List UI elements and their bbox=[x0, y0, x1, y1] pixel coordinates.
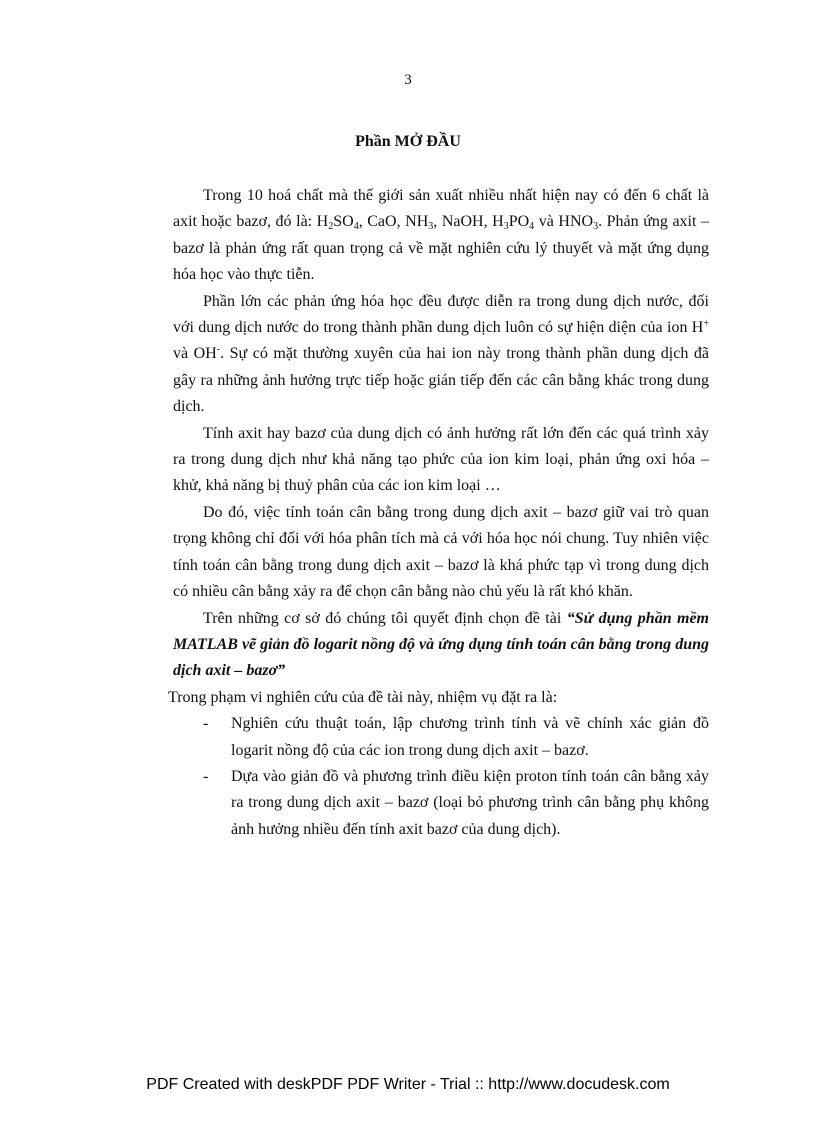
list-bullet: - bbox=[203, 715, 209, 733]
separator-text: và HNO bbox=[534, 213, 594, 231]
paragraph-acidity-effects: Tính axit hay bazơ của dung dịch có ảnh hưởng rất lớn đến các quá trình xảy ra trong dung dịch như khả năng tạo phức của ion kim loại, phản ứng oxi hóa – khử, khả năng bị thuỷ phân của các ion kim loại … bbox=[173, 424, 709, 495]
subscript: 4 bbox=[529, 221, 535, 233]
task-list bbox=[173, 711, 709, 843]
separator-text: , CaO, NH bbox=[358, 213, 429, 231]
para2-text-mid: và OH bbox=[173, 345, 217, 363]
paragraph-aqueous-solutions bbox=[173, 289, 709, 421]
para2-text-start: Phần lớn các phản ứng hóa học đều được diễn ra trong dung dịch nước, đối với dung dịch nước do trong thành phần dung dịch luôn có sự hiện diện của ion H bbox=[173, 292, 709, 337]
body-text bbox=[168, 183, 710, 843]
paragraph-equilibrium-importance: Do đó, việc tính toán cân bằng trong dung dịch axit – bazơ giữ vai trò quan trọng không chỉ đối với hóa phân tích mà cả với hóa học nói chung. Tuy nhiên việc tính toán cân bằng trong dung dịch axit – bazơ là khá phức tạp vì trong dung dịch có nhiều cân bằng xảy ra để chọn cân bằng nào chủ yếu là rất khó khăn. bbox=[173, 503, 709, 601]
para1-text-start: Trong 10 hoá chất mà thế giới sản xuất nhiều nhất hiện nay có đến 6 chất là axit hoặc bazơ, đó là: H bbox=[173, 187, 709, 231]
paragraph-intro-chemicals bbox=[173, 183, 709, 289]
subscript: 4 bbox=[353, 221, 359, 233]
pdf-watermark-footer: PDF Created with deskPDF PDF Writer - Trial :: http://www.docudesk.com bbox=[146, 1076, 670, 1093]
subscript: 3 bbox=[593, 221, 599, 233]
superscript: + bbox=[703, 318, 709, 330]
thesis-title: “Sử dụng phần mềm MATLAB vẽ giản đồ logarit nồng độ và ứng dụng tính toán cân bằng trong dung dịch axit – bazơ” bbox=[173, 609, 709, 680]
paragraph-topic-choice bbox=[173, 606, 709, 685]
section-heading: Phần MỞ ĐẦU bbox=[355, 133, 461, 150]
subscript: 3 bbox=[503, 221, 509, 233]
para5-text-start: Trên những cơ sở đó chúng tôi quyết định chọn đề tài bbox=[203, 609, 567, 627]
task-item bbox=[173, 711, 709, 764]
formula-part: SO bbox=[333, 213, 354, 231]
subscript: 2 bbox=[328, 221, 334, 233]
para1-text-end: . Phản ứng axit – bazơ là phản ứng rất quan trọng cả về mặt nghiên cứu lý thuyết và mặt ứng dụng hóa học vào thực tiễn. bbox=[173, 213, 710, 284]
page-number: 3 bbox=[404, 72, 412, 88]
para2-text-end: . Sự có mặt thường xuyên của hai ion này trong thành phần dung dịch đã gây ra những ảnh hưởng trực tiếp hoặc gián tiếp đến các cân bằng khác trong dung dịch. bbox=[173, 345, 709, 416]
task-text: Dựa vào giản đồ và phương trình điều kiện proton tính toán cân bằng xảy ra trong dung dịch axit – bazơ (loại bỏ phương trình cân bằng phụ không ảnh hưởng nhiều đến tính axit bazơ của dung dịch). bbox=[231, 767, 709, 838]
subscript: 3 bbox=[428, 221, 434, 233]
paragraph-scope: Trong phạm vi nghiên cứu của đề tài này, nhiệm vụ đặt ra là: bbox=[168, 688, 558, 706]
task-item bbox=[173, 764, 709, 843]
superscript: - bbox=[216, 344, 221, 356]
task-text: Nghiên cứu thuật toán, lập chương trình tính và vẽ chính xác giản đồ logarit nồng độ của các ion trong dung dịch axit – bazơ. bbox=[231, 715, 709, 759]
separator-text: , NaOH, H bbox=[433, 213, 504, 231]
formula-part: PO bbox=[508, 213, 530, 231]
list-bullet: - bbox=[203, 767, 209, 785]
